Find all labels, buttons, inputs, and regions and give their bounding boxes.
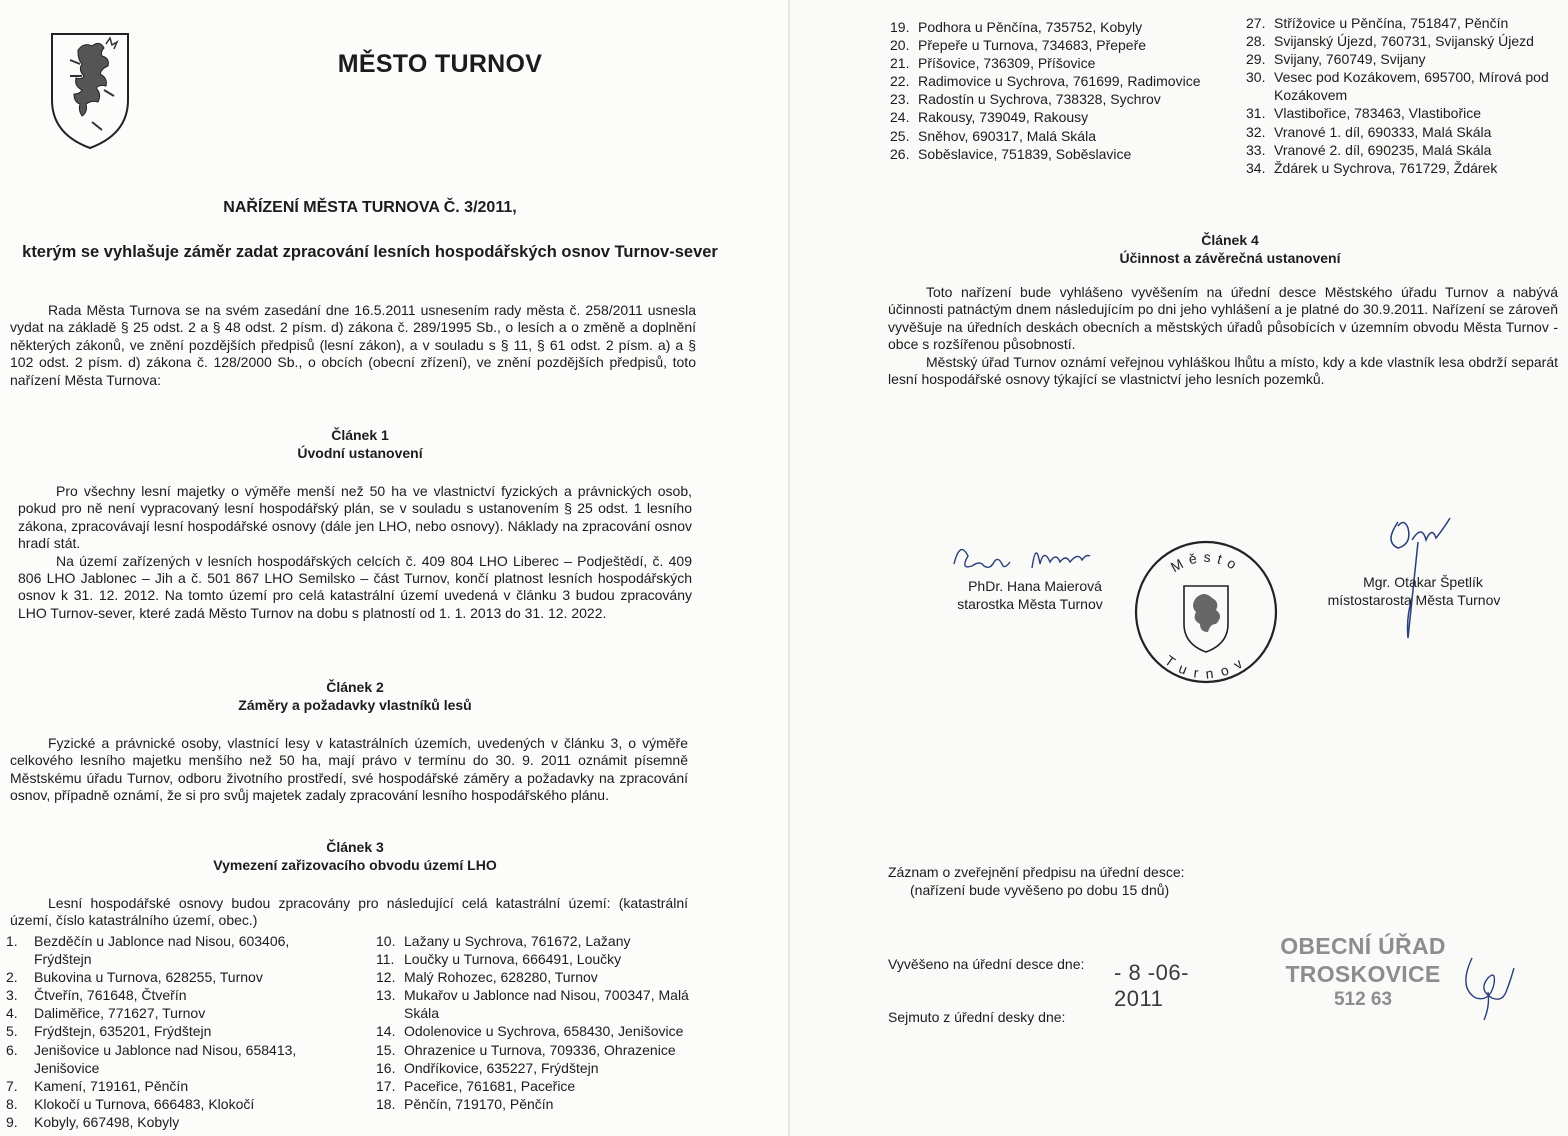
list-item-text: Radostín u Sychrova, 738328, Sychrov — [918, 91, 1161, 108]
list-item-text: Příšovice, 736309, Příšovice — [918, 55, 1096, 72]
list-item-text: Malý Rohozec, 628280, Turnov — [404, 969, 598, 986]
stamp-line-1: OBECNÍ ÚŘAD — [1280, 933, 1446, 959]
list-item-text: Mukařov u Jablonce nad Nisou, 700347, Malá Skála — [404, 987, 689, 1022]
list-item — [1246, 141, 1566, 159]
list-item — [6, 968, 326, 986]
list-item-number: 16. — [376, 1059, 396, 1076]
list-item-number: 4. — [6, 1005, 18, 1022]
article-1-title: Úvodní ustanovení — [297, 444, 423, 461]
list-item — [890, 127, 1220, 145]
posted-date-stamp: - 8 -06- 2011 — [1114, 960, 1189, 1011]
list-item — [376, 1041, 716, 1059]
list-item — [890, 145, 1220, 163]
list-item — [6, 1004, 326, 1022]
decree-title: NAŘÍZENÍ MĚSTA TURNOVA Č. 3/2011, — [223, 199, 517, 216]
posting-record-label: Záznam o zveřejnění předpisu na úřední desce: — [888, 864, 1185, 880]
list-item — [6, 932, 326, 968]
city-seal — [1132, 538, 1280, 686]
list-item-text: Paceřice, 761681, Paceřice — [404, 1077, 576, 1094]
list-item-number: 17. — [376, 1077, 396, 1094]
list-item — [890, 18, 1220, 36]
list-item-number: 24. — [890, 109, 910, 126]
article-2-body — [10, 735, 688, 805]
list-item-text: Bukovina u Turnova, 628255, Turnov — [34, 969, 263, 986]
article-2-paragraph: Fyzické a právnické osoby, vlastnící lesy v katastrálních územích, uvedených v článku 3, o výměře celkového lesního majetku menšího než 50 ha, mají právo v termínu do 30. 9. 2011 oznámit písemně Městskému úřadu Turnov, odboru životního prostředí, své hospodářské záměry a požadavky na zpracování osnov, případně oznámí, že si pro svůj majetek zadaly zpracování lesního hospodářského plánu. — [10, 735, 688, 804]
list-item-number: 15. — [376, 1041, 396, 1058]
article-4-paragraph: Městský úřad Turnov oznámí veřejnou vyhláškou lhůtu a místo, kdy a kde vlastník lesa obdrží separát lesní hospodářské osnovy týkající se vlastnictví jeho lesních pozemků. — [888, 353, 1558, 388]
list-item — [376, 932, 716, 950]
list-item — [376, 950, 716, 968]
list-item-number: 34. — [1246, 159, 1266, 176]
list-item-text: Kamení, 719161, Pěnčín — [34, 1077, 189, 1094]
mayor-name: PhDr. Hana Maierová — [968, 578, 1102, 594]
list-item-number: 29. — [1246, 51, 1266, 68]
deputy-mayor-role: místostarosta Města Turnov — [1327, 592, 1501, 608]
list-item — [376, 968, 716, 986]
stamp-line-2: TROSKOVICE — [1285, 961, 1441, 987]
article-3-heading — [110, 839, 600, 874]
list-item — [1246, 32, 1566, 50]
list-item-text: Bezděčín u Jablonce nad Nisou, 603406, Frýdštejn — [34, 933, 290, 968]
list-item-number: 28. — [1246, 33, 1266, 50]
list-item — [890, 36, 1220, 54]
article-4-body — [888, 284, 1558, 388]
list-item — [1246, 68, 1566, 104]
article-4-title: Účinnost a závěrečná ustanovení — [1119, 249, 1341, 266]
article-1-number: Článek 1 — [331, 427, 389, 443]
list-item-number: 9. — [6, 1113, 18, 1130]
list-item-number: 18. — [376, 1095, 396, 1112]
office-stamp — [1268, 932, 1458, 1012]
list-item-number: 6. — [6, 1041, 18, 1058]
list-item-number: 26. — [890, 145, 910, 162]
list-item-number: 2. — [6, 969, 18, 986]
posting-record-note: (nařízení bude vyvěšeno po dobu 15 dnů) — [910, 882, 1170, 898]
list-item-text: Ždárek u Sychrova, 761729, Ždárek — [1274, 159, 1498, 176]
list-item-number: 3. — [6, 987, 18, 1004]
list-item — [890, 72, 1220, 90]
list-item-text: Loučky u Turnova, 666491, Loučky — [404, 951, 622, 968]
list-item — [1246, 14, 1566, 32]
list-item-text: Střížovice u Pěnčína, 751847, Pěnčín — [1274, 15, 1509, 31]
list-item-text: Lažany u Sychrova, 761672, Lažany — [404, 933, 631, 949]
list-item-number: 7. — [6, 1077, 18, 1094]
list-item-text: Radimovice u Sychrova, 761699, Radimovice — [918, 73, 1201, 90]
article-2-title: Záměry a požadavky vlastníků lesů — [238, 696, 472, 713]
list-item-number: 19. — [890, 19, 910, 35]
seal-bottom-text: Turnov — [1161, 651, 1251, 682]
list-item-text: Frýdštejn, 635201, Frýdštejn — [34, 1023, 212, 1040]
list-item-text: Jenišovice u Jablonce nad Nisou, 658413, Jenišovice — [34, 1041, 297, 1076]
list-item-text: Sněhov, 690317, Malá Skála — [918, 127, 1096, 144]
list-item-number: 20. — [890, 37, 910, 54]
list-item-number: 14. — [376, 1023, 396, 1040]
decree-subtitle: kterým se vyhlašuje záměr zadat zpracování lesních hospodářských osnov Turnov-sever — [22, 243, 718, 261]
list-item — [1246, 50, 1566, 68]
list-item — [890, 54, 1220, 72]
intro-text: Rada Města Turnova se na svém zasedání dne 16.5.2011 usnesením rady města č. 258/2011 usnesla vydat na základě § 25 odst. 2 a § 48 odst. 2 písm. d) zákona č. 289/1995 Sb., o lesích a o změně a doplnění některých zákonů, ve znění pozdějších předpisů (lesní zákon), a v souladu s § 11, § 61 odst. 2 písm. a) a § 102 odst. 2 písm. d) zákona č. 128/2000 Sb., o obcích (obecní zřízení), ve znění pozdějších předpisů, toto nařízení Města Turnova: — [10, 302, 696, 388]
list-item-number: 11. — [376, 951, 395, 968]
list-item — [6, 986, 326, 1004]
list-item-text: Vranové 2. díl, 690235, Malá Skála — [1274, 141, 1492, 158]
seal-top-text: Město — [1167, 548, 1245, 576]
article-3-paragraph: Lesní hospodářské osnovy budou zpracovány pro následující celá katastrální území: (katastrální území, číslo katastrálního území, obec.) — [10, 895, 688, 929]
list-item — [1246, 159, 1566, 177]
article-2-number: Článek 2 — [326, 679, 384, 695]
list-item-number: 12. — [376, 969, 396, 986]
posted-on-label: Vyvěšeno na úřední desce dne: — [888, 956, 1085, 972]
article-1-paragraph: Pro všechny lesní majetky o výměře menší než 50 ha ve vlastnictví fyzických a právnických osob, pokud pro ně není vypracovaný lesní hospodářský plán, se v souladu s ustanovením § 25 odst. 1 lesního zákona, zpracovávají lesní hospodářské osnovy (dále jen LHO, nebo osnovy). Náklady na zpracování osnov hradí stát. — [18, 483, 692, 552]
stamp-line-3: 512 63 — [1333, 989, 1393, 1010]
list-item — [890, 108, 1220, 126]
list-item-text: Podhora u Pěnčína, 735752, Kobyly — [918, 19, 1143, 35]
article-4-paragraph: Toto nařízení bude vyhlášeno vyvěšením na úřední desce Městského úřadu Turnov a nabývá účinnosti patnáctým dnem následujícím po dni jeho vyhlášení a je platné do 30.9.2011. Nařízení se zároveň vyvěšuje na úředních deskách obecních a městských úřadů působících v územním obvodu Města Turnov - obce s rozšířenou působností. — [888, 284, 1558, 353]
city-title: MĚSTO TURNOV — [337, 50, 543, 78]
list-item-text: Rakousy, 739049, Rakousy — [918, 109, 1089, 126]
mayor-role: starostka Města Turnov — [957, 596, 1103, 612]
list-item-text: Vranové 1. díl, 690333, Malá Skála — [1274, 123, 1492, 140]
list-item — [1246, 104, 1566, 122]
initials-signature — [1458, 952, 1522, 1024]
list-item — [890, 90, 1220, 108]
article-1-body — [18, 483, 692, 622]
list-item-number: 25. — [890, 127, 910, 144]
removed-on-label: Sejmuto z úřední desky dne: — [888, 1009, 1066, 1025]
deputy-mayor-name: Mgr. Otakar Špetlík — [1363, 574, 1483, 590]
list-item-text: Svijanský Újezd, 760731, Svijanský Újezd — [1274, 33, 1534, 50]
article-2-heading — [120, 679, 590, 714]
list-item — [376, 986, 716, 1022]
list-item — [376, 1059, 716, 1077]
list-item-number: 31. — [1246, 105, 1266, 122]
list-item-number: 22. — [890, 73, 910, 90]
list-item-text: Vlastibořice, 783463, Vlastibořice — [1274, 105, 1482, 122]
cadastral-list-column-2 — [376, 932, 716, 1113]
list-item-text: Kobyly, 667498, Kobyly — [34, 1113, 180, 1130]
list-item — [6, 1077, 326, 1095]
list-item — [376, 1095, 716, 1113]
list-item-text: Vesec pod Kozákovem, 695700, Mírová pod Kozákovem — [1274, 69, 1549, 104]
article-3-number: Článek 3 — [326, 839, 384, 855]
article-1-heading — [130, 427, 590, 462]
list-item-number: 33. — [1246, 141, 1266, 158]
list-item-text: Odolenovice u Sychrova, 658430, Jenišovice — [404, 1023, 684, 1040]
cadastral-list-column-3 — [890, 18, 1220, 163]
list-item-number: 5. — [6, 1023, 18, 1040]
cadastral-list-column-4 — [1246, 14, 1566, 177]
list-item-text: Ondříkovice, 635227, Frýdštejn — [404, 1059, 599, 1076]
article-4-number: Článek 4 — [1201, 232, 1259, 248]
list-item — [6, 1113, 326, 1131]
list-item — [1246, 123, 1566, 141]
list-item-text: Klokočí u Turnova, 666483, Klokočí — [34, 1095, 255, 1112]
coat-of-arms-icon — [48, 30, 132, 152]
list-item — [6, 1022, 326, 1040]
list-item-number: 1. — [6, 933, 18, 949]
list-item-number: 30. — [1246, 69, 1266, 86]
signature-mayor — [944, 534, 1124, 582]
list-item-text: Daliměřice, 771627, Turnov — [34, 1005, 206, 1022]
cadastral-list-column-1 — [6, 932, 326, 1131]
article-1-paragraph: Na území zařízených v lesních hospodářských celcích č. 409 804 LHO Liberec – Podještědí, č. 409 806 LHO Jablonec – Jih a č. 501 867 LHO Semilsko – část Turnov, končí platnost lesních hospodářských osnov k 31. 12. 2012. Na tomto území pro celá katastrální území uvedená v článku 3 budou zpracovány LHO Turnov-sever, které zadá Město Turnov na dobu s platností od 1. 1. 2013 do 31. 12. 2022. — [18, 552, 692, 621]
list-item-text: Čtveřín, 761648, Čtveřín — [34, 987, 187, 1004]
list-item — [376, 1022, 716, 1040]
list-item — [6, 1041, 326, 1077]
article-3-title: Vymezení zařizovacího obvodu území LHO — [213, 856, 497, 873]
list-item-number: 10. — [376, 933, 396, 949]
list-item — [6, 1095, 326, 1113]
intro-paragraph — [10, 302, 696, 389]
list-item-text: Soběslavice, 751839, Soběslavice — [918, 145, 1132, 162]
list-item-number: 32. — [1246, 123, 1266, 140]
list-item — [376, 1077, 716, 1095]
list-item-number: 23. — [890, 91, 910, 108]
article-4-heading — [1020, 232, 1440, 267]
list-item-text: Svijany, 760749, Svijany — [1274, 51, 1426, 68]
list-item-number: 13. — [376, 987, 396, 1004]
list-item-number: 21. — [890, 55, 910, 72]
list-item-number: 27. — [1246, 15, 1266, 31]
article-3-intro — [10, 895, 688, 930]
list-item-text: Přepeře u Turnova, 734683, Přepeře — [918, 37, 1147, 54]
list-item-number: 8. — [6, 1095, 18, 1112]
list-item-text: Pěnčín, 719170, Pěnčín — [404, 1095, 554, 1112]
list-item-text: Ohrazenice u Turnova, 709336, Ohrazenice — [404, 1041, 676, 1058]
